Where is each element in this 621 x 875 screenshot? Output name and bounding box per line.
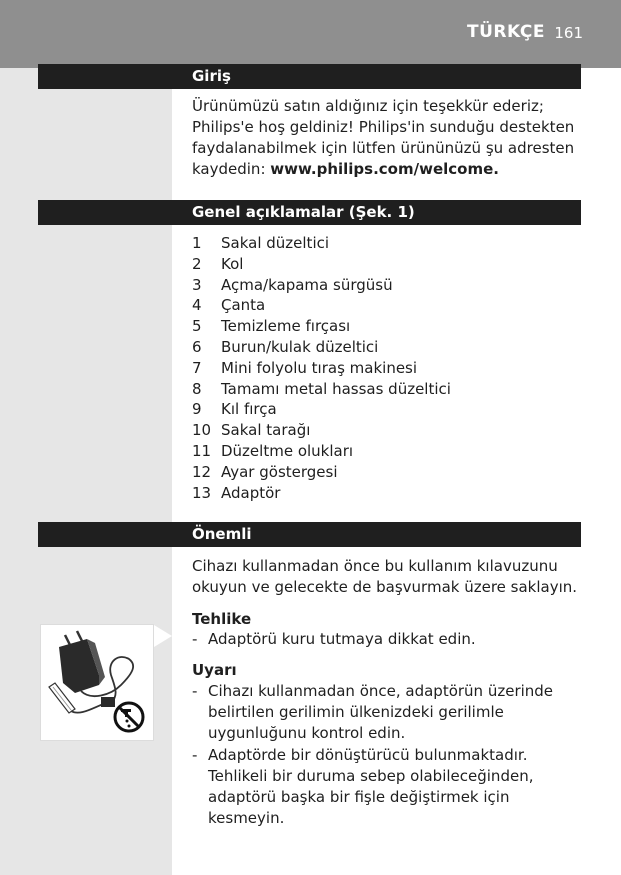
item-label: Tamamı metal hassas düzeltici xyxy=(221,379,451,398)
intro-paragraph xyxy=(192,96,584,180)
intro-text: Ürünümüzü satın aldığınız için teşekkür ederiz; Philips'e hoş geldiniz! Philips'in sunduğu destekten faydalanabilmek için lütfen ürününüzü şu adresten kaydedin: xyxy=(192,97,575,178)
bullet-text: Adaptörde bir dönüştürücü bulunmaktadır. Tehlikeli bir duruma sebep olabileceğinden, adaptörü başka bir fişle değiştirmek için kesmeyin. xyxy=(208,746,534,827)
item-number: 4 xyxy=(192,296,202,315)
item-number: 6 xyxy=(192,337,202,356)
item-label: Ayar göstergesi xyxy=(221,462,338,481)
section-bar-important xyxy=(38,522,581,547)
item-number: 5 xyxy=(192,317,202,336)
adapter-illustration xyxy=(40,624,154,741)
item-number: 1 xyxy=(192,234,202,252)
item-label: Kol xyxy=(221,254,244,273)
item-label: Düzeltme olukları xyxy=(221,441,354,460)
warning-heading: Uyarı xyxy=(192,661,237,679)
parts-list xyxy=(192,233,451,503)
warning-bullet xyxy=(192,745,586,829)
bullet-mark: - xyxy=(192,630,198,648)
bullet-mark: - xyxy=(192,746,198,764)
item-label: Sakal düzeltici xyxy=(221,234,330,252)
section-title-intro: Giriş xyxy=(192,67,231,85)
list-item xyxy=(192,462,451,483)
item-number: 3 xyxy=(192,275,202,294)
figure-pointer xyxy=(154,625,172,647)
list-item xyxy=(192,441,451,462)
list-item xyxy=(192,483,451,504)
item-number: 10 xyxy=(192,421,212,440)
list-item xyxy=(192,399,451,420)
item-number: 11 xyxy=(192,441,212,460)
item-label: Açma/kapama sürgüsü xyxy=(221,275,393,294)
item-number: 12 xyxy=(192,462,212,481)
section-bar-intro xyxy=(38,64,581,89)
important-paragraph: Cihazı kullanmadan önce bu kullanım kılavuzunu okuyun ve gelecekte de başvurmak üzere saklayın. xyxy=(192,557,578,596)
adapter-water-warning-icon xyxy=(41,625,153,740)
section-bar-overview xyxy=(38,200,581,225)
item-label: Burun/kulak düzeltici xyxy=(221,337,379,356)
list-item xyxy=(192,379,451,400)
item-number: 7 xyxy=(192,358,202,377)
list-item xyxy=(192,295,451,316)
item-label: Mini folyolu tıraş makinesi xyxy=(221,358,418,377)
item-label: Temizleme fırçası xyxy=(221,317,351,336)
item-label: Adaptör xyxy=(221,483,281,502)
list-item xyxy=(192,420,451,441)
item-number: 8 xyxy=(192,379,202,398)
page-number: 161 xyxy=(554,24,583,42)
item-label: Sakal tarağı xyxy=(221,421,311,440)
item-label: Kıl fırça xyxy=(221,400,277,419)
list-item xyxy=(192,254,451,275)
header-language: TÜRKÇE xyxy=(467,22,545,42)
danger-heading: Tehlike xyxy=(192,610,252,628)
list-item xyxy=(192,337,451,358)
side-column xyxy=(0,68,172,875)
list-item xyxy=(192,233,451,254)
bullet-mark: - xyxy=(192,682,198,700)
item-label: Çanta xyxy=(221,296,266,315)
danger-bullet xyxy=(192,629,586,650)
section-title-important: Önemli xyxy=(192,525,252,543)
item-number: 2 xyxy=(192,254,202,273)
bullet-text: Adaptörü kuru tutmaya dikkat edin. xyxy=(208,630,476,648)
list-item xyxy=(192,275,451,296)
warning-bullet xyxy=(192,681,586,744)
intro-url: www.philips.com/welcome. xyxy=(270,160,499,178)
list-item xyxy=(192,316,451,337)
bullet-text: Cihazı kullanmadan önce, adaptörün üzerinde belirtilen gerilimin ülkenizdeki gerilimle uygunluğunu kontrol edin. xyxy=(208,682,554,742)
item-number: 13 xyxy=(192,483,212,502)
item-number: 9 xyxy=(192,400,202,419)
list-item xyxy=(192,358,451,379)
section-title-overview: Genel açıklamalar (Şek. 1) xyxy=(192,203,415,221)
